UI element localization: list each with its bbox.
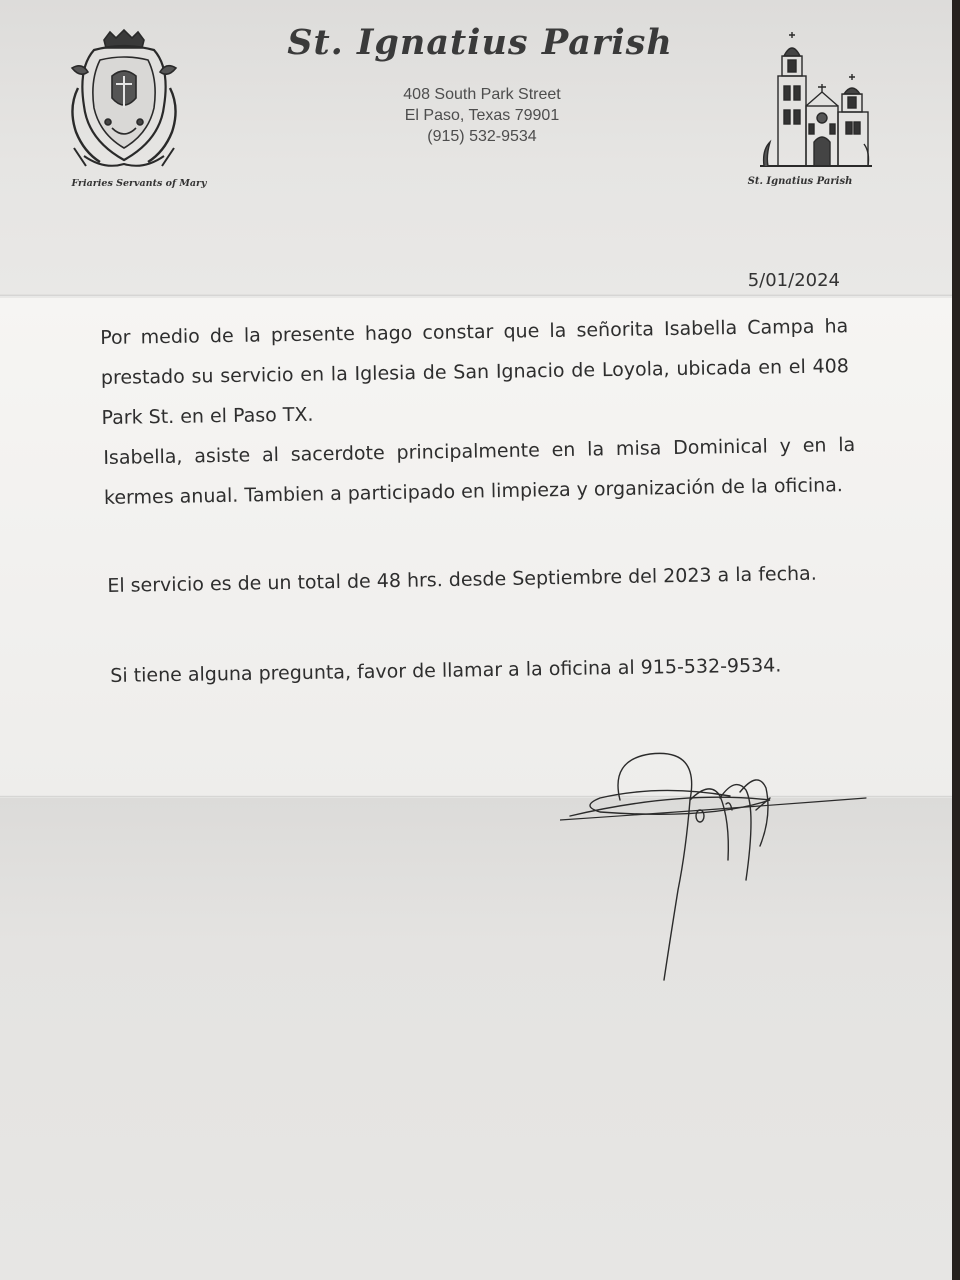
- letter-paragraph: Por medio de la presente hago constar que la señorita Isabella Campa ha prestado su servicio en la Iglesia de San Ignacio de Loyola, ubicada en el 408 Park St. en el Paso TX.: [100, 315, 850, 429]
- right-emblem-caption: St. Ignatius Parish: [747, 176, 853, 187]
- left-emblem-caption: Friaries Servants of Mary: [71, 178, 207, 189]
- church-building-icon: [754, 30, 874, 170]
- background-edge: [952, 0, 960, 1280]
- paper-fold-crease: [0, 294, 960, 297]
- letter-paragraph: El servicio es de un total de 48 hrs. desde Septiembre del 2023 a la fecha.: [107, 562, 817, 597]
- letter-paragraph: Isabella, asiste al sacerdote principalmente en la misa Dominical y en la kermes anual. Tambien a participado en limpieza y organización de la oficina.: [103, 433, 856, 509]
- letter-date: 5/01/2024: [747, 270, 840, 291]
- letter-paragraph: Si tiene alguna pregunta, favor de llamar a la oficina al 915-532-9534.: [110, 654, 782, 687]
- coat-of-arms-icon: [64, 28, 184, 173]
- handwritten-signature: [560, 740, 880, 990]
- address-line-2: El Paso, Texas 79901: [404, 107, 560, 124]
- parish-name-title: St. Ignatius Parish: [287, 22, 673, 63]
- address-line-1: 408 South Park Street: [403, 86, 561, 103]
- phone-number: (915) 532-9534: [427, 128, 537, 145]
